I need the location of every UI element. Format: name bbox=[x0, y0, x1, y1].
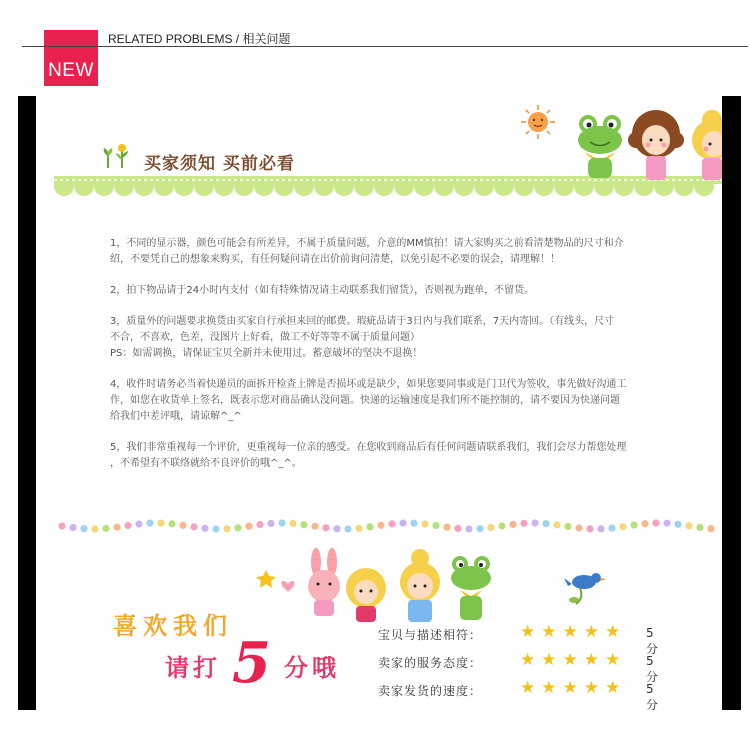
section-title: RELATED PROBLEMS / 相关问题 bbox=[108, 32, 291, 46]
dot bbox=[388, 520, 395, 527]
dot bbox=[91, 525, 98, 532]
dot bbox=[212, 525, 219, 532]
star-icon: ★★★★★ bbox=[520, 622, 627, 642]
dot bbox=[454, 525, 461, 532]
scallop bbox=[414, 176, 434, 196]
dot bbox=[124, 522, 131, 529]
scallop bbox=[454, 176, 474, 196]
frame-left-border bbox=[18, 96, 36, 710]
dot bbox=[179, 522, 186, 529]
dot bbox=[190, 523, 197, 530]
notice-text bbox=[110, 236, 690, 487]
scallop bbox=[194, 176, 214, 196]
dot bbox=[487, 524, 494, 531]
slogan-line-1: 喜欢我们 bbox=[113, 612, 233, 640]
rating-label: 宝贝与描述相符： bbox=[378, 628, 483, 642]
bunny-icon bbox=[308, 548, 340, 616]
dot bbox=[157, 520, 164, 527]
star-icon: ★★★★★ bbox=[520, 678, 627, 698]
scallop bbox=[74, 176, 94, 196]
frog-icon bbox=[451, 556, 491, 620]
dot bbox=[597, 525, 604, 532]
rating-score: 5分 bbox=[646, 626, 659, 656]
rating-label: 卖家的服务态度： bbox=[378, 656, 483, 670]
scallop bbox=[494, 176, 514, 196]
dot bbox=[564, 523, 571, 530]
dot bbox=[608, 525, 615, 532]
bird-icon bbox=[564, 573, 606, 604]
dot bbox=[344, 525, 351, 532]
dot bbox=[630, 521, 637, 528]
notice-panel bbox=[36, 96, 722, 710]
notice-item-5: 5，我们非常重视每一个评价，更重视每一位亲的感受。在您收到商品后有任何问题请联系我们，我们会尽力帮您处理 ，不希望有不联络就给不良评价的哦^_^。 bbox=[110, 442, 627, 469]
dot bbox=[696, 524, 703, 531]
scallop bbox=[54, 176, 74, 196]
dot bbox=[113, 524, 120, 531]
notice-item-3: 3，质量外的问题要求换货由买家自行承担来回的邮费。瑕疵品请于3日内与我们联系，7天内寄回。（有线头，尺寸 不合，不喜欢，色差，没图片上好看，做工不好等等不属于质量问题） PS：如需调换，请保证宝贝全新并未使用过。蓄意破坏的坚决不退换！ bbox=[110, 316, 615, 359]
dot bbox=[443, 524, 450, 531]
notice-item-4: 4，收件时请务必当着快递员的面拆开检查上牌是否损坏或是缺少，如果您要同事或是门卫代为签收，事先做好沟通工 作，如您在收货单上签名，既表示您对商品确认没问题。快递的运输速度是我们所不能控制的，请不要因为快递问题 给我们中差评哦，请谅解^_^ bbox=[110, 379, 627, 422]
dot bbox=[135, 520, 142, 527]
scallop bbox=[514, 176, 534, 196]
dot bbox=[256, 521, 263, 528]
scallop bbox=[354, 176, 374, 196]
girl-icon bbox=[628, 110, 684, 182]
dot bbox=[146, 520, 153, 527]
scallop bbox=[314, 176, 334, 196]
dot bbox=[366, 523, 373, 530]
dot bbox=[311, 523, 318, 530]
dot bbox=[69, 524, 76, 531]
dot bbox=[223, 525, 230, 532]
scallop bbox=[94, 176, 114, 196]
dot bbox=[322, 524, 329, 531]
star-icon: ★★★★★ bbox=[520, 650, 627, 670]
blonde-girl-icon bbox=[686, 106, 722, 182]
sun-icon bbox=[520, 104, 556, 140]
scallop bbox=[534, 176, 554, 196]
dot bbox=[663, 520, 670, 527]
rating-score: 5分 bbox=[646, 654, 659, 684]
scallop bbox=[434, 176, 454, 196]
scallop bbox=[374, 176, 394, 196]
heart-icon bbox=[281, 581, 294, 592]
new-badge-label: NEW bbox=[48, 60, 94, 81]
new-badge bbox=[44, 30, 98, 86]
banner-title: 买家须知 买前必看 bbox=[144, 154, 295, 174]
dot bbox=[476, 525, 483, 532]
dot bbox=[289, 520, 296, 527]
scallop bbox=[134, 176, 154, 196]
dot bbox=[586, 525, 593, 532]
dot bbox=[685, 522, 692, 529]
slogan-line-2b: 分哦 bbox=[284, 654, 340, 682]
dot bbox=[278, 519, 285, 526]
blonde-kid-icon bbox=[346, 568, 386, 622]
scallop bbox=[254, 176, 274, 196]
scallop bbox=[334, 176, 354, 196]
scallop bbox=[214, 176, 234, 196]
dot bbox=[410, 520, 417, 527]
header-divider bbox=[22, 46, 748, 47]
dot bbox=[201, 525, 208, 532]
dot bbox=[652, 519, 659, 526]
dot bbox=[58, 522, 65, 529]
dot bbox=[245, 523, 252, 530]
frame-right-border bbox=[722, 96, 741, 710]
rating-label: 卖家发货的速度： bbox=[378, 684, 483, 698]
dot bbox=[300, 521, 307, 528]
dot bbox=[377, 522, 384, 529]
dot bbox=[498, 522, 505, 529]
dot bbox=[333, 525, 340, 532]
scallop bbox=[274, 176, 294, 196]
rating-score: 5分 bbox=[646, 682, 659, 710]
dot bbox=[267, 520, 274, 527]
scallop bbox=[394, 176, 414, 196]
scallop bbox=[234, 176, 254, 196]
slogan-big-number: 5 bbox=[232, 630, 271, 696]
dot bbox=[520, 520, 527, 527]
dot bbox=[575, 524, 582, 531]
dot bbox=[432, 522, 439, 529]
dot bbox=[465, 525, 472, 532]
dot bbox=[674, 521, 681, 528]
dot bbox=[707, 525, 714, 532]
slogan-line-2a: 请打 bbox=[165, 654, 221, 682]
dot bbox=[542, 520, 549, 527]
dot bbox=[399, 520, 406, 527]
dotted-divider bbox=[56, 516, 720, 536]
scallop bbox=[474, 176, 494, 196]
notice-item-2: 2，拍下物品请于24小时内支付（如有特殊情况请主动联系我们留货），否则视为跑单，不留货。 bbox=[110, 285, 535, 296]
dot bbox=[619, 523, 626, 530]
bun-girl-icon bbox=[400, 549, 440, 622]
dot bbox=[168, 520, 175, 527]
dot bbox=[102, 525, 109, 532]
dot bbox=[509, 521, 516, 528]
dot bbox=[80, 525, 87, 532]
characters-illustration bbox=[254, 548, 634, 628]
dot bbox=[531, 519, 538, 526]
dot bbox=[355, 525, 362, 532]
dot bbox=[553, 521, 560, 528]
notice-item-1: 1，不同的显示器，颜色可能会有所差异，不属于质量问题，介意的MM慎拍！请大家购买之前看清楚物品的尺寸和介 绍，不要凭自己的想象来购买，有任何疑问请在出价前询问清楚，以免引起不必要的误会，请理解！！ bbox=[110, 238, 624, 265]
sprout-icon bbox=[102, 142, 134, 170]
sparkle-icon bbox=[256, 570, 276, 588]
scallop bbox=[154, 176, 174, 196]
scallop bbox=[294, 176, 314, 196]
frog-icon bbox=[576, 114, 624, 180]
dot bbox=[421, 521, 428, 528]
dot bbox=[234, 524, 241, 531]
scallop bbox=[554, 176, 574, 196]
dot bbox=[641, 520, 648, 527]
scallop bbox=[114, 176, 134, 196]
scallop bbox=[174, 176, 194, 196]
